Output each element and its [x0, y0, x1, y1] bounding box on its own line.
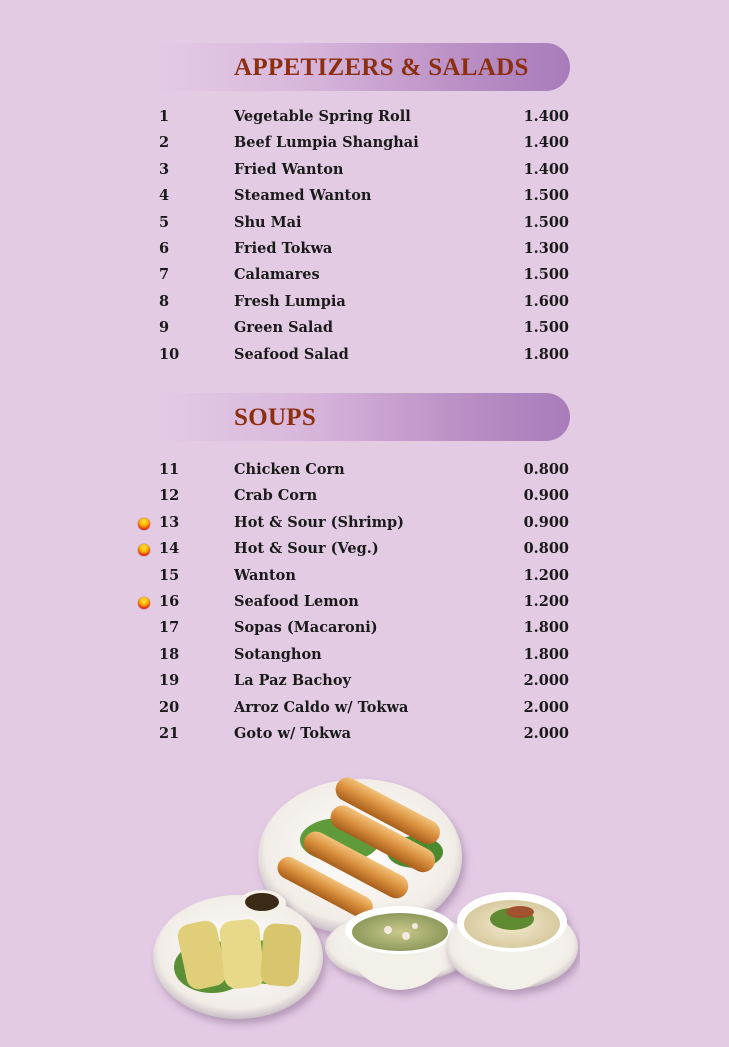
- spicy-indicator-icon: [138, 544, 150, 556]
- menu-item-price: 2.000: [523, 725, 569, 742]
- menu-item-price: 1.300: [523, 240, 569, 257]
- menu-item-name: Wanton: [234, 566, 296, 584]
- menu-item-number: 19: [159, 672, 180, 690]
- menu-item-price: 1.400: [523, 108, 569, 125]
- menu-item-name: Sopas (Macaroni): [234, 619, 378, 637]
- menu-item-number: 6: [159, 240, 170, 257]
- menu-item-number: 15: [159, 566, 180, 584]
- menu-item: [0, 514, 729, 540]
- menu-item-name: Sotanghon: [234, 645, 322, 663]
- menu-item-number: 18: [159, 645, 180, 663]
- menu-item-price: 2.000: [523, 672, 569, 690]
- menu-item-name: Vegetable Spring Roll: [234, 108, 411, 125]
- menu-item-price: 1.400: [523, 160, 569, 178]
- spicy-indicator-icon: [138, 518, 150, 530]
- menu-item-number: 10: [159, 345, 180, 363]
- menu-item-name: Seafood Salad: [234, 345, 349, 363]
- menu-item: [0, 487, 729, 513]
- menu-item-name: Crab Corn: [234, 487, 318, 505]
- menu-item-number: 20: [159, 698, 180, 716]
- menu-item: [0, 540, 729, 566]
- soups-title: SOUPS: [234, 404, 317, 431]
- menu-item: [0, 567, 729, 593]
- menu-item-price: 1.800: [523, 345, 569, 363]
- menu-item-number: 12: [159, 487, 180, 505]
- menu-item-name: Chicken Corn: [234, 461, 345, 478]
- menu-item-name: Green Salad: [234, 319, 333, 337]
- menu-item-number: 2: [159, 134, 170, 152]
- menu-item-number: 7: [159, 266, 170, 284]
- menu-item-price: 1.200: [523, 566, 569, 584]
- menu-item-number: 3: [159, 160, 170, 178]
- menu-item-name: Hot & Sour (Shrimp): [234, 513, 404, 531]
- menu-item-price: 0.800: [523, 461, 569, 478]
- menu-item-name: Fried Wanton: [234, 160, 344, 178]
- menu-item-number: 21: [159, 725, 180, 742]
- menu-item-number: 5: [159, 213, 170, 231]
- menu-item-number: 9: [159, 319, 170, 337]
- menu-item-price: 1.800: [523, 645, 569, 663]
- menu-item-number: 16: [159, 593, 180, 610]
- menu-item: [0, 619, 729, 645]
- menu-item-price: 0.800: [523, 540, 569, 558]
- menu-item-number: 17: [159, 619, 180, 637]
- menu-item-name: Seafood Lemon: [234, 593, 359, 610]
- menu-item-price: 1.500: [523, 266, 569, 284]
- menu-item: [0, 593, 729, 619]
- menu-item-price: 0.900: [523, 487, 569, 505]
- menu-item: [0, 461, 729, 487]
- menu-item-price: 1.500: [523, 187, 569, 205]
- menu-item-name: Fried Tokwa: [234, 240, 333, 257]
- menu-item-name: Goto w/ Tokwa: [234, 725, 352, 742]
- menu-item: [0, 672, 729, 698]
- menu-item-price: 1.500: [523, 319, 569, 337]
- soups-banner: [158, 393, 570, 441]
- menu-item-number: 8: [159, 292, 170, 310]
- menu-item-name: Beef Lumpia Shanghai: [234, 134, 419, 152]
- menu-item-price: 2.000: [523, 698, 569, 716]
- menu-item-number: 14: [159, 540, 180, 558]
- menu-item-name: Hot & Sour (Veg.): [234, 540, 379, 558]
- menu-item-name: Shu Mai: [234, 213, 302, 231]
- menu-item-name: Fresh Lumpia: [234, 292, 346, 310]
- spicy-indicator-icon: [138, 597, 150, 609]
- menu-item-price: 1.400: [523, 134, 569, 152]
- appetizers-title: APPETIZERS & SALADS: [234, 54, 529, 81]
- menu-item-name: La Paz Bachoy: [234, 672, 351, 690]
- menu-item: [0, 699, 729, 725]
- menu-item-price: 1.600: [523, 292, 569, 310]
- soup-bowl-congee: [446, 892, 578, 990]
- menu-item-name: Arroz Caldo w/ Tokwa: [234, 698, 409, 716]
- menu-item: [0, 725, 729, 751]
- menu-item-price: 1.200: [523, 593, 569, 610]
- menu-item-number: 1: [159, 108, 170, 125]
- menu-item-name: Steamed Wanton: [234, 187, 372, 205]
- food-photo: [150, 762, 580, 1037]
- menu-item: [0, 646, 729, 672]
- menu-item-number: 4: [159, 187, 170, 205]
- menu-item-price: 1.500: [523, 213, 569, 231]
- menu-item-number: 11: [159, 461, 180, 478]
- menu-item-name: Calamares: [234, 266, 320, 284]
- menu-item-number: 13: [159, 513, 180, 531]
- menu-item-price: 1.800: [523, 619, 569, 637]
- menu-item-price: 0.900: [523, 513, 569, 531]
